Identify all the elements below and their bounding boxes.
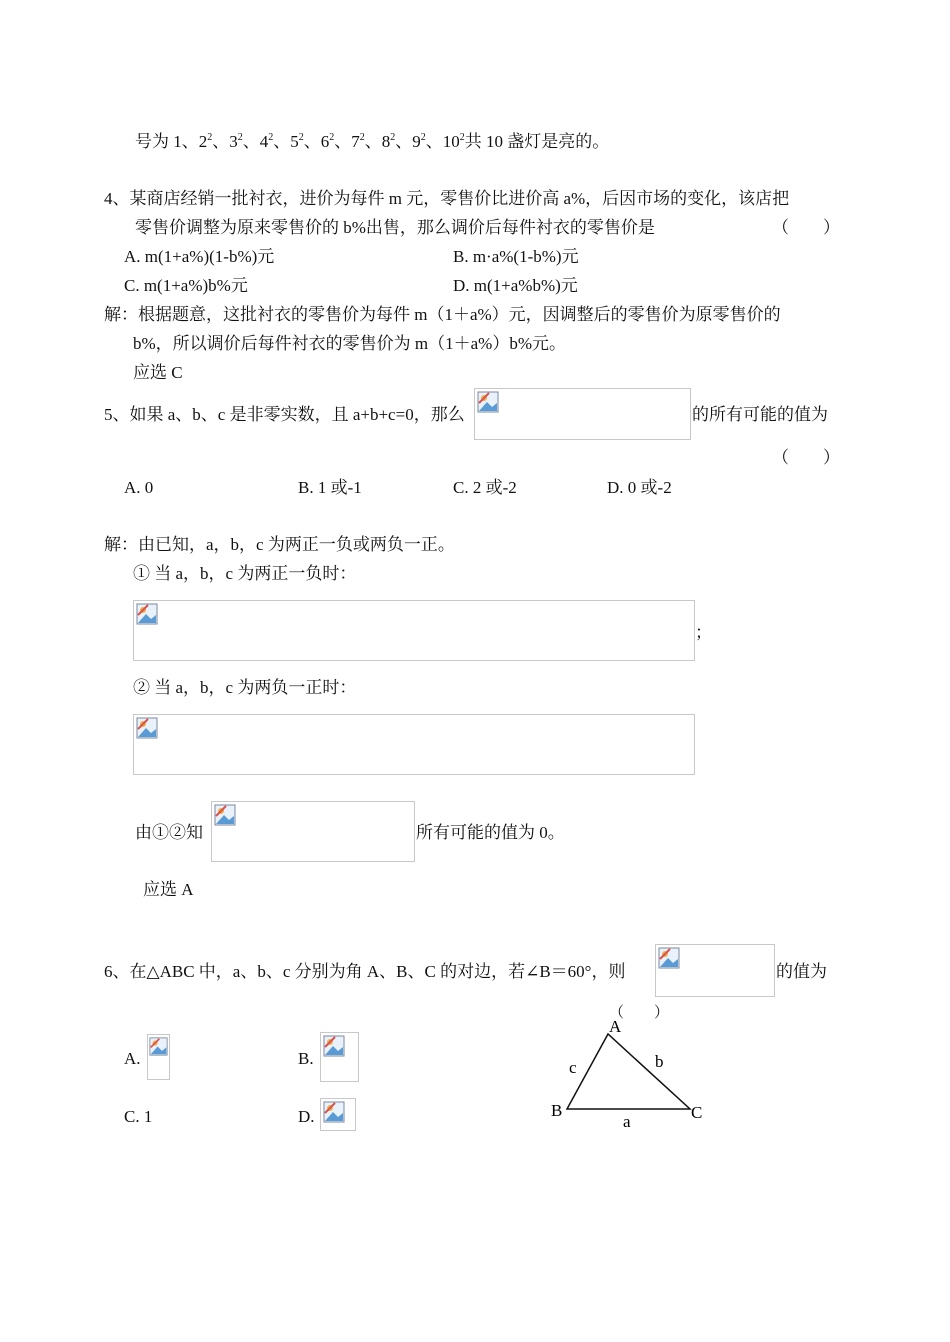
- q5-case-1: ① 当 a，b，c 为两正一负时：: [133, 564, 357, 583]
- q5-option-d: D. 0 或-2: [607, 478, 672, 497]
- q5-answer: 应选 A: [143, 880, 194, 899]
- q5-conclusion-pre: 由①②知: [135, 823, 203, 842]
- q5-case-2: ② 当 a，b，c 为两负一正时：: [133, 678, 357, 697]
- q6-stem-pre: 6、在△ABC 中，a、b、c 分别为角 A、B、C 的对边，若∠B＝60°，则: [104, 962, 626, 981]
- vertex-c-label: C: [691, 1103, 703, 1122]
- q4-stem-line-2: 零售价调整为原来零售价的 b%出售，那么调价后每件衬衣的零售价是: [135, 218, 655, 237]
- q4-answer-paren: （ ）: [772, 218, 840, 237]
- continuation-line: 号为 1、$2^2$、$3^2$、$4^2$、$5^2$、$6^2$、$7^2$、$8^2$、$9^2$、$10^2$共 10 盏灯是亮的。: [135, 132, 610, 151]
- triangle-figure: [545, 1010, 725, 1135]
- q4-option-d: D. m(1+a%b%)元: [453, 276, 578, 295]
- broken-image-icon: [211, 801, 415, 862]
- q5-option-b: B. 1 或-1: [298, 478, 362, 497]
- side-b-label: b: [655, 1052, 664, 1071]
- side-c-label: c: [569, 1058, 577, 1077]
- broken-image-icon: [474, 388, 691, 440]
- q6-option-a: A.: [124, 1049, 141, 1068]
- broken-image-icon: [320, 1032, 359, 1082]
- q6-answer-paren: （ ）: [609, 1005, 670, 1021]
- broken-image-icon: [147, 1034, 170, 1080]
- q5-stem-post: 的所有可能的值为: [692, 405, 828, 424]
- q5-option-a: A. 0: [124, 478, 154, 497]
- side-a-label: a: [623, 1112, 631, 1131]
- q6-stem-post: 的值为: [776, 962, 827, 981]
- q4-solution-line-2: b%，所以调价后每件衬衣的零售价为 m（1＋a%）b%元。: [133, 334, 567, 353]
- vertex-a-label: A: [609, 1017, 622, 1036]
- q6-option-d: D.: [298, 1107, 315, 1126]
- broken-image-icon: [133, 714, 695, 775]
- broken-image-icon: [320, 1098, 356, 1131]
- q4-answer: 应选 C: [133, 363, 183, 382]
- q6-option-b: B.: [298, 1049, 314, 1068]
- broken-image-icon: [655, 944, 775, 997]
- q5-answer-paren: （ ）: [772, 448, 840, 467]
- q5-conclusion-post: 所有可能的值为 0。: [416, 823, 565, 842]
- q5-option-c: C. 2 或-2: [453, 478, 517, 497]
- q5-solution-line-1: 解：由已知，a，b，c 为两正一负或两负一正。: [104, 535, 455, 554]
- q4-solution-line-1: 解：根据题意，这批衬衣的零售价为每件 m（1＋a%）元，因调整后的零售价为原零售价的: [104, 305, 781, 324]
- q5-stem-pre: 5、如果 a、b、c 是非零实数，且 a+b+c=0，那么: [104, 405, 465, 424]
- q5-case-1-end: ；: [695, 623, 712, 642]
- q4-stem-line-1: 4、某商店经销一批衬衣，进价为每件 m 元，零售价比进价高 a%，后因市场的变化，该店把: [104, 189, 790, 208]
- triangle-shape: [567, 1034, 690, 1109]
- broken-image-icon: [133, 600, 695, 661]
- q4-option-a: A. m(1+a%)(1-b%)元: [124, 247, 275, 266]
- q6-option-c: C. 1: [124, 1107, 153, 1126]
- vertex-b-label: B: [551, 1101, 563, 1120]
- q4-option-b: B. m·a%(1-b%)元: [453, 247, 579, 266]
- q4-option-c: C. m(1+a%)b%元: [124, 276, 248, 295]
